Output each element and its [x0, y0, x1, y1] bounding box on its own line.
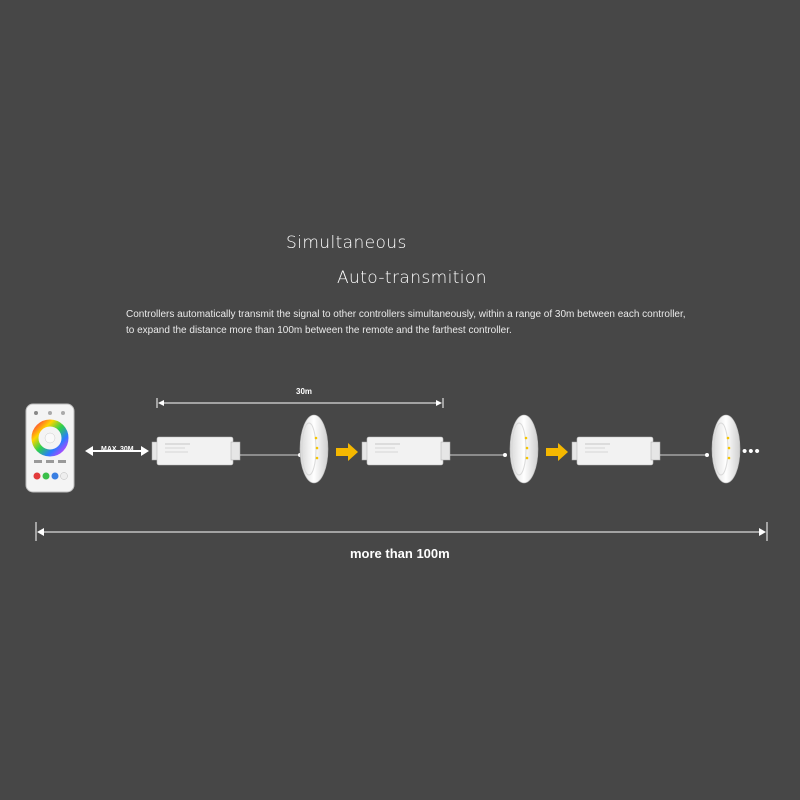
- led-strip-reel-1: [300, 415, 328, 483]
- play-icon: [48, 411, 52, 415]
- controller-spacing-dimension: [157, 398, 443, 408]
- remote-range-arrow: [85, 446, 149, 456]
- description-line-1: Controllers automatically transmit the signal to other controllers simultaneously, within a range of 30m between each controller,: [126, 309, 686, 320]
- led-strip-reel-3: [712, 415, 740, 483]
- title-line-2: Auto-transmition: [337, 268, 487, 288]
- led-strip-reel-2: [510, 415, 538, 483]
- remote-control: [26, 404, 74, 492]
- total-distance-label: more than 100m: [350, 546, 450, 561]
- controller-3: [572, 437, 709, 465]
- power-icon: [34, 411, 38, 415]
- continuation-dots: •••: [742, 443, 761, 460]
- total-distance-dimension: [36, 522, 767, 541]
- description-line-2: to expand the distance more than 100m between the remote and the farthest controller.: [126, 325, 512, 336]
- remote-distance-label: 30M: [120, 446, 134, 453]
- red-button-icon: [34, 473, 41, 480]
- title-line-1: Simultaneous: [286, 233, 407, 253]
- gear-icon: [61, 411, 65, 415]
- controller-1: [152, 437, 302, 465]
- green-button-icon: [43, 473, 50, 480]
- blue-button-icon: [52, 473, 59, 480]
- signal-arrow-2: [546, 443, 568, 461]
- signal-arrow-1: [336, 443, 358, 461]
- max-label: MAX: [101, 446, 117, 453]
- controller-2: [362, 437, 507, 465]
- controller-spacing-label: 30m: [296, 387, 313, 396]
- white-button-icon: [61, 473, 68, 480]
